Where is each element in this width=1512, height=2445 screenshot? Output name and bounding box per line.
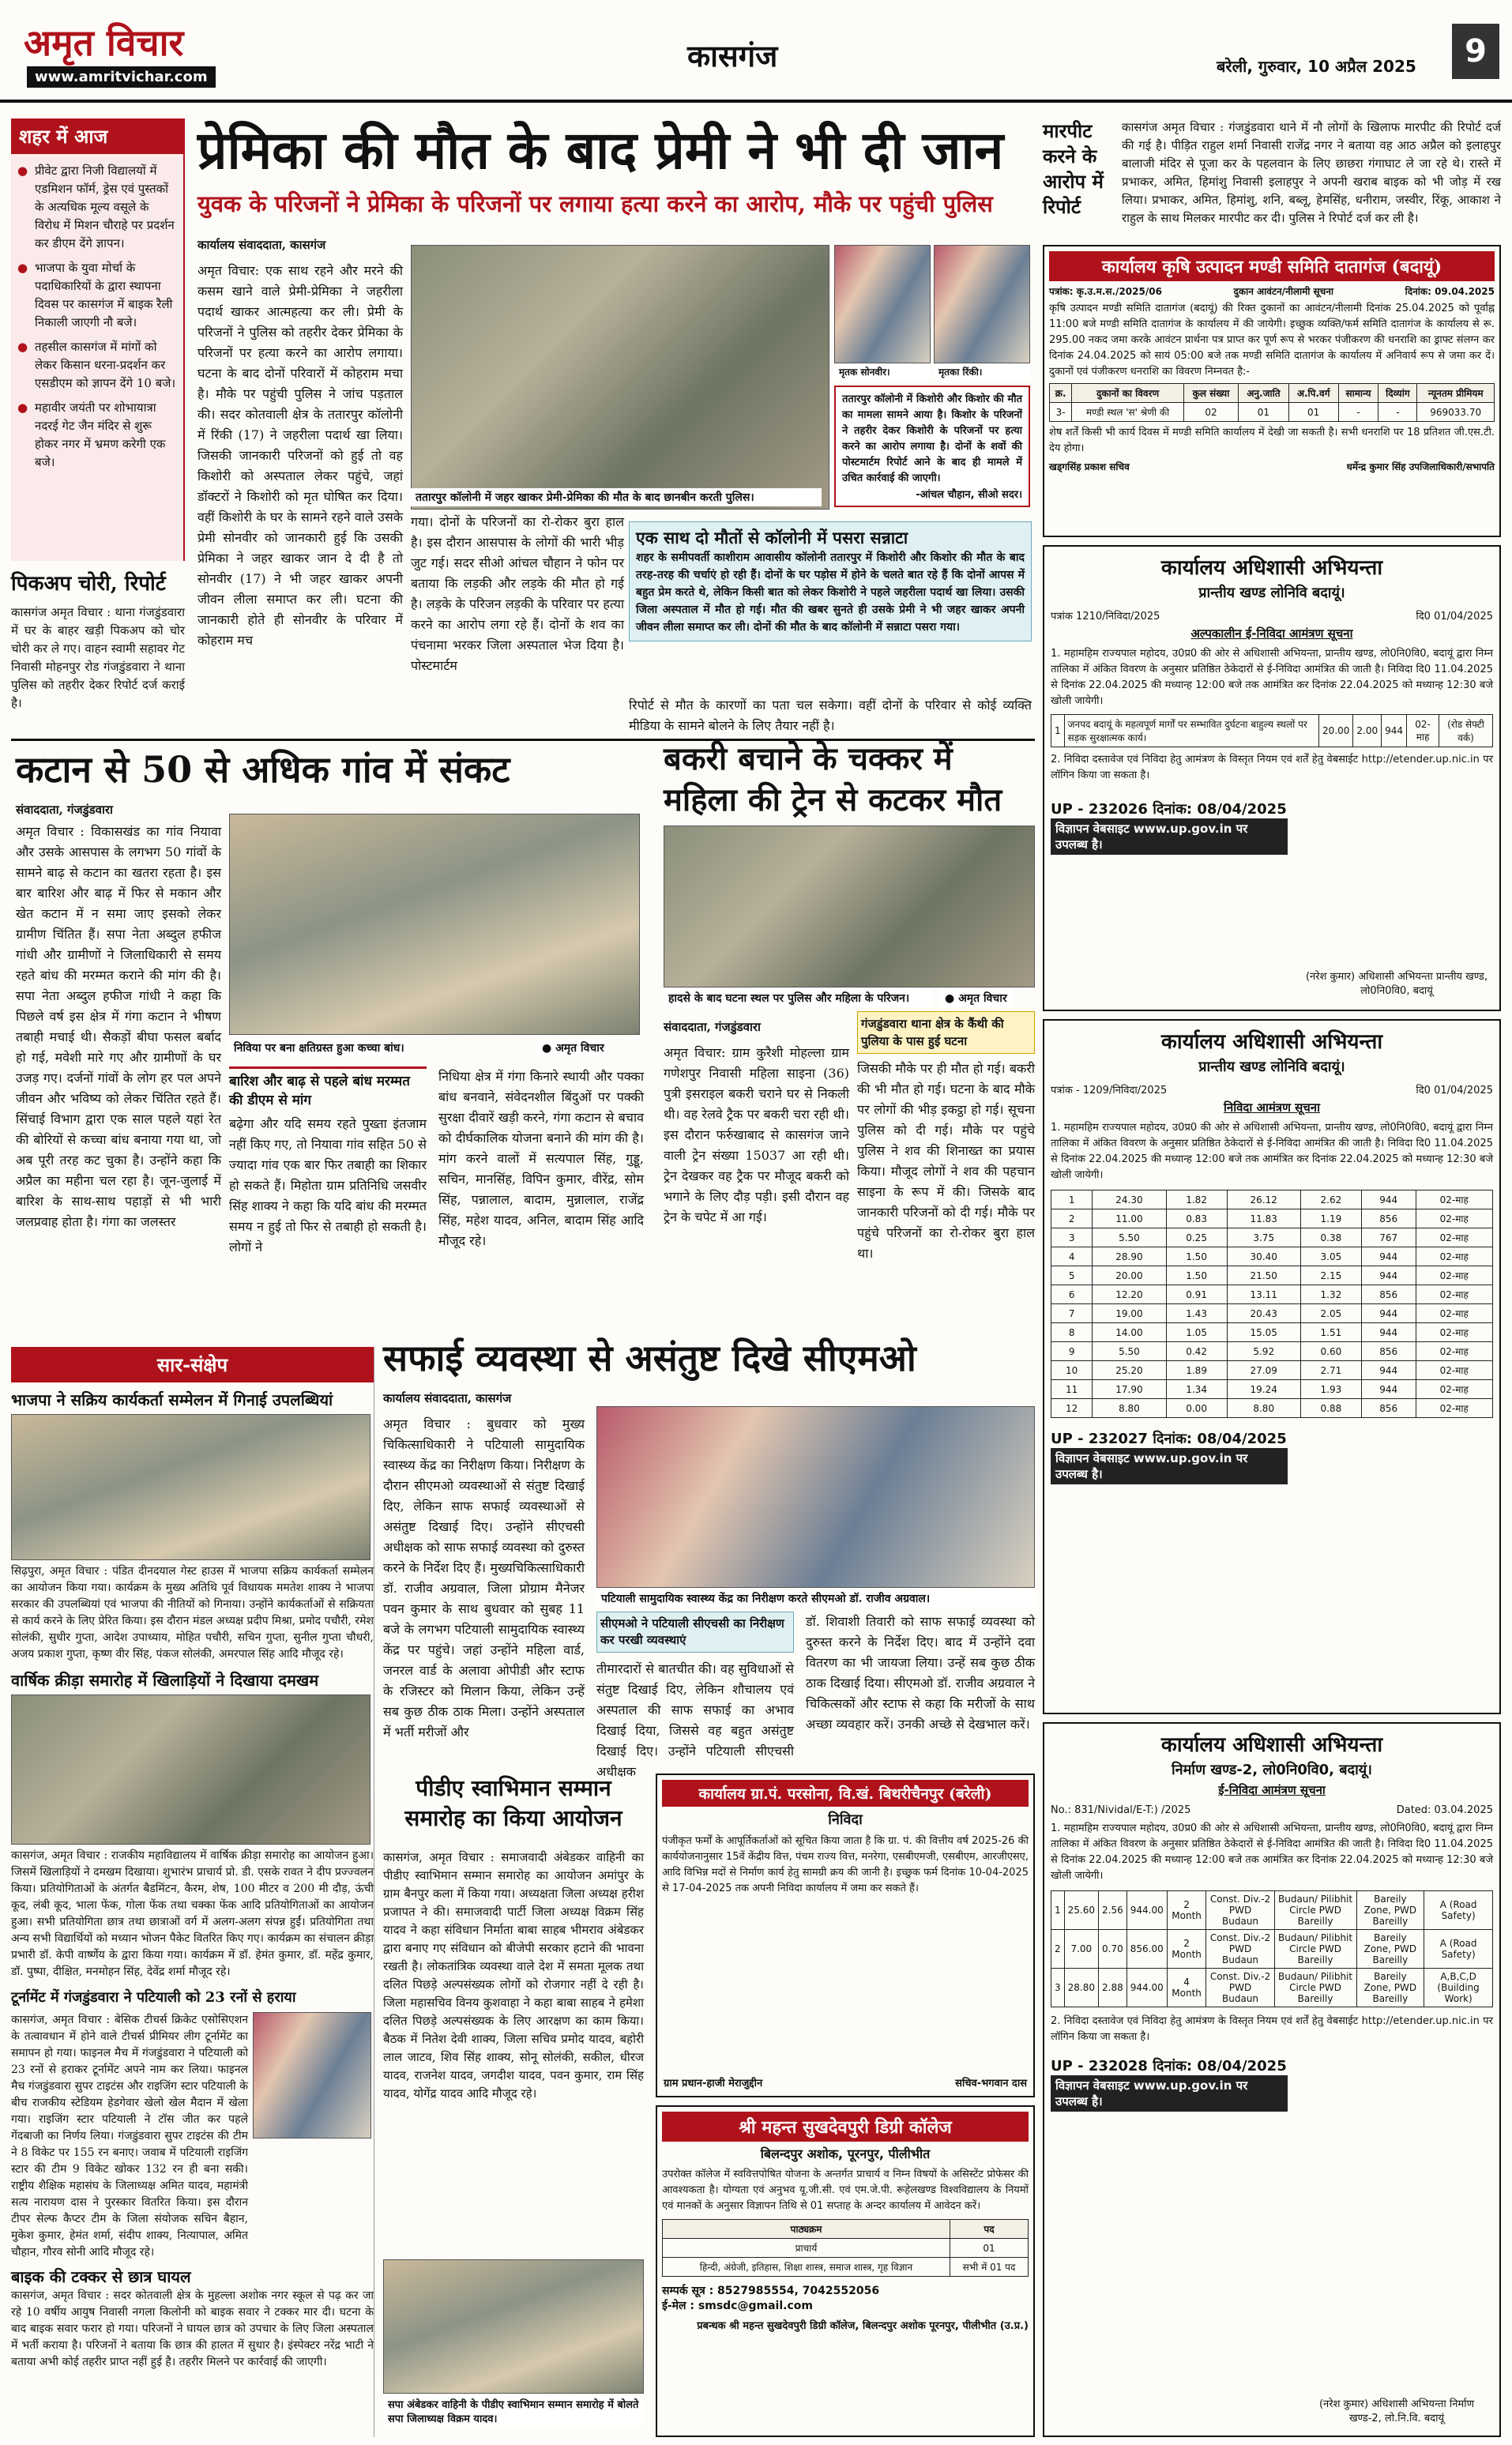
saar-b3-text: कासगंज, अमृत विचार : बेसिक टीचर्स क्रिकेट एसोसिएशन के तत्वावधान में होने वाले टीचर्स प्रीमियर लीग टूर्नामेंट का समापन हो गया। फाइनल मैच में गंजडुंडवारा ने पटियाली को 23 रनों से हराकर टूर्नामेंट अपने नाम कर लिया। फाइनल मैच गंजडुंडवारा सुपर टाइटंस और राइजिंग स्टार पटियाली के बीच राजकीय स्टेडियम हेडगेवार खेलो खेल मैदान में खेला गया। राइजिंग स्टार पटियाली ने टॉस जीत कर पहले गेंदबाजी का निर्णय लिया। गंजडुंडवारा सुपर टाइटंस की टीम ने 8 विकेट पर 155 रन बनाए। जवाब में पटियाली राइजिंग स्टार की टीम 9 विकेट खोकर 132 रन ही बना सकी। राष्ट्रीय शैक्षिक महासंघ के जिलाध्यक्ष अमित यादव, महामंत्री सत्य नारायण दास ने पुरस्कार वितरित किया। इस दौरान टीपर सेल्फ कैप्टर टीम के जिला संयोजक सचिन बैहान, मुकेश कुमार, हेमंत शर्मा, संदीप शाक्य, नित्यापाल, अमित चौहान, गौरव सोनी आदि मौजूद रहे। (11, 2014, 248, 2259)
saar-b3-title: टूर्नामेंट में गंजडुंडवारा ने पटियाली को 23 रनों से हराया (11, 1989, 296, 2006)
pickup-brief-title: पिकअप चोरी, रिपोर्ट (11, 572, 166, 596)
table-cell: 2.00 (1353, 715, 1382, 747)
colony-inset-title: एक साथ दो मौतों से कॉलोनी में पसरा सन्नाटा (636, 528, 908, 547)
table-cell: 856 (1361, 1285, 1416, 1304)
train-col-2: जिसकी मौके पर ही मौत हो गई। बकरी की भी मौत हो गई। घटना के बाद मौके पर लोगों की भीड़ इकट्ठा हो गई। सूचना पुलिस को दी गई। मौके पर पहुंचे पुलिस ने शव की शिनाख्त का प्रयास किया। मौजूद लोगों ने शव की पहचान साइना के रूप में की। जिसके बाद जानकारी परिजनों को दी गई। मौके पर पहुंचे परिजनों का रो-रोकर बुरा हाल था। (857, 1061, 1035, 1261)
table-cell: सभी में 01 पद (950, 2258, 1028, 2277)
katan-photo-caption: निविया पर बना क्षतिग्रस्त हुआ कच्चा बांध। (229, 1039, 409, 1057)
table-cell: 20.00 (1319, 715, 1353, 747)
table-cell: 02 (1183, 403, 1238, 422)
table-cell: 02-माह (1416, 1247, 1493, 1266)
table-cell: 10 (1051, 1361, 1093, 1380)
katan-byline: संवाददाता, गंजडुंडवारा (16, 803, 113, 817)
table-header: सामान्य (1338, 384, 1378, 403)
table-cell: 25.20 (1093, 1361, 1166, 1380)
table-cell: 02-माह (1416, 1191, 1493, 1209)
pda-photo (383, 2259, 644, 2394)
katan-photo (229, 814, 640, 1035)
table-row (1051, 1285, 1493, 1304)
mandi-table (1049, 383, 1495, 422)
table-cell: 3 (1051, 1228, 1093, 1247)
saar-b4-title: बाइक की टक्कर से छात्र घायल (11, 2267, 191, 2286)
table-cell: 2 Month (1167, 1891, 1206, 1930)
table-row (1051, 1323, 1493, 1342)
table-cell: 4 (1051, 1247, 1093, 1266)
table-cell: Budaun/ Pilibhit Circle PWD Bareilly (1274, 1969, 1356, 2007)
table-cell: 02-माह (1416, 1285, 1493, 1304)
table-cell: 02-माह (1407, 715, 1439, 747)
table-cell: 19.24 (1227, 1380, 1300, 1399)
saar-b4-text: कासगंज, अमृत विचार : सदर कोतवाली क्षेत्र के मुहल्ला अशोक नगर स्कूल से पढ़ कर जा रहे 10 वर्षीय आयुष निवासी नगला किलोनी को बाइक सवार ने टक्कर मार दी। घटना के बाद बाइक सवार फरार हो गया। परिजनों ने घायल छात्र को उपचार के लिए जिला अस्पताल में भर्ती कराया है। परिजनों ने बताया कि छात्र की हालत में सुधार है। इंस्पेक्टर नरेंद्र भाटी ने बताया अभी कोई तहरीर प्राप्त नहीं हुई है। तहरीर मिलने पर कार्रवाई की जाएगी। (11, 2289, 374, 2368)
quote-text: ततारपुर कॉलोनी में किशोरी और किशोर की मौत का मामला सामने आया है। किशोर के परिजनों ने तहरीर देकर किशोरी के परिजनों पर हत्या करने का आरोप लगाया है। दोनों के शवों की पोस्टमार्टम रिपोर्ट आने के बाद ही मामले में उचित कार्रवाई की जाएगी। (842, 393, 1022, 484)
gp-notice (656, 1774, 1035, 2097)
table-cell: 12.20 (1093, 1285, 1166, 1304)
table-cell: - (1378, 403, 1417, 422)
table-cell: 7.00 (1064, 1930, 1098, 1969)
katan-headline: कटान से 50 से अधिक गांव में संकट (16, 748, 510, 791)
table-cell: 02-माह (1416, 1361, 1493, 1380)
table-cell: 0.00 (1166, 1399, 1227, 1418)
safai-box (596, 1612, 794, 1653)
table-cell: 4 Month (1167, 1969, 1206, 2007)
brand-url[interactable]: www.amritvichar.com (27, 66, 216, 88)
ee1-date: दि0 01/04/2025 (1416, 611, 1493, 623)
table-cell: 2 (1051, 1930, 1065, 1969)
victim-photo-2 (934, 245, 1030, 363)
table-cell: 1.89 (1166, 1361, 1227, 1380)
ee1-footer: 2. निविदा दस्तावेज एवं निविदा हेतु आमंत्रण के विस्तृत नियम एवं शर्तें हेतु वेबसाईट http://etender.up.nic.in पर लॉगिन किया जा सकता है। (1051, 754, 1493, 781)
table-cell: 944.00 (1126, 1891, 1167, 1930)
table-cell: 3- (1050, 403, 1072, 422)
table-cell: 9 (1051, 1342, 1093, 1361)
pda-text: कासगंज, अमृत विचार : समाजवादी अंबेडकर वाहिनी का पीडीए स्वाभिमान सम्मान समारोह का आयोजन अमांपुर के ग्राम बैनपुर कला में किया गया। अध्यक्षता जिला अध्यक्ष हरीश प्रजापत ने की। समाजवादी पार्टी जिला अध्यक्ष विक्रम सिंह यादव ने कहा संविधान निर्माता बाबा साहब भीमराव अंबेडकर द्वारा बनाए गए संविधान को बीजेपी सरकार हटाने की भावना रखती है। लोकतांत्रिक व्यवस्था वाले देश में समता मूलक तथा दलित पिछड़े अल्पसंख्यक लोगों को रोजगार नहीं दे रही है। जिला महासचिव विनय कुशवाहा ने कहा बाबा साहब ने हमेशा दलित पिछड़े अल्पसंख्यक के लिए आरक्षण का काम किया। बैठक में नितेश देवी शाक्य, जिला सचिव प्रमोद यादव, बहोरी लाल जाटव, शिव सिंह शाक्य, सोनू सोलंकी, सकील, धीरज यादव, राजनेश यादव, जगदीश यादव, पवन कुमार, राम सिंह यादव, योगेंद्र यादव आदि मौजूद रहे। (383, 1850, 644, 2101)
safai-box-title: सीएमओ ने पटियाली सीएचसी का निरीक्षण कर परखी व्यवस्थाएं (600, 1616, 784, 1647)
college-signature: प्रबन्धक श्री महन्त सुखदेवपुरी डिग्री कॉलेज, बिलन्दपुर अशोक पूरनपुर, पीलीभीत (उ.प्र.) (697, 2320, 1029, 2332)
table-cell: 02-माह (1416, 1342, 1493, 1361)
victim-label-2: मृतका रिंकी। (934, 363, 1030, 380)
table-cell: A,B,C,D (Building Work) (1424, 1969, 1493, 2007)
ee1-ref: पत्रांक 1210/निविदा/2025 (1051, 611, 1160, 623)
table-cell: 8 (1051, 1323, 1093, 1342)
lead-photo (411, 245, 829, 510)
table-header: पाठ्यक्रम (663, 2220, 950, 2239)
assault-report-text: कासगंज अमृत विचार : गंजडुंडवारा थाने में नौ लोगों के खिलाफ मारपीट की रिपोर्ट दर्ज की गई है। पीड़ित राहुल शर्मा निवासी राजेंद्र नगर ने बताया वह आठ अप्रैल को इलाहपुर बालाजी मंदिर से पूजा कर के पहलवान के लिए छाछरा गंगाघाट ले जा रहे थे। रास्ते में प्रभाकर, अमित, हिमांशु निवासी इलाहपुर ने अपनी खराब बाइक को भी जोड़ में रख लिया। प्रभाकर, अमित, हिमांशु, शनि, बब्लू, हेमसिंह, धनीराम, जस्वीर, रिंकू, आकाश ने राहुल के साथ मिलकर मारपीट कर दी। पुलिस ने रिपोर्ट दर्ज कर ली है। (1122, 120, 1501, 225)
table-cell: Bareily Zone, PWD Bareilly (1356, 1891, 1424, 1930)
ee2-notice-type: निविदा आमंत्रण सूचना (1223, 1100, 1321, 1115)
table-cell: 1.32 (1300, 1285, 1361, 1304)
table-cell: 0.91 (1166, 1285, 1227, 1304)
table-cell: 2.62 (1300, 1191, 1361, 1209)
dateline: बरेली, गुरुवार, 10 अप्रैल 2025 (1217, 57, 1416, 76)
table-cell: 02-माह (1416, 1323, 1493, 1342)
table-cell: 0.25 (1166, 1228, 1227, 1247)
college-table (662, 2219, 1029, 2277)
table-cell: प्राचार्य (663, 2239, 950, 2258)
ee3-text: 1. महामहिम राज्यपाल महोदय, उ0प्र0 की ओर से अधिशासी अभियन्ता, प्रान्तीय खण्ड, लो0नि0वि0, बदायूं द्वारा निम्न तालिका में अंकित विवरण के अनुसार प्रतिष्ठित ठेकेदारों से ई-निविदा आमंत्रित की जाती है। निविदा दि0 11.04.2025 से दिनांक 22.04.2025 की मध्यान्ह 12:00 बजे तक आमंत्रित कर दिनांक 22.04.2025 को मध्यान्ह 12:30 बजे खोली जायेगी। (1051, 1822, 1493, 1882)
saar-b2-text: कासगंज, अमृत विचार : राजकीय महाविद्यालय में वार्षिक क्रीड़ा समारोह का आयोजन हुआ। जिसमें खिलाड़ियों ने दमखम दिखाया। शुभारंभ प्राचार्य प्रो. डी. एसके रावत ने दीप प्रज्ज्वलन किया। प्रतियोगिताओं के अंतर्गत बैडमिंटन, कैरम, शेष, 100 मीटर व 200 मी दौड़, ऊंची कूद, लंबी कूद, भाला फेंक, गोला फेंक तथा चक्का फेंक आदि प्रतियोगिताओं का आयोजन हुआ। सभी प्रतियोगिता छात्र तथा छात्राओं वर्ग में अलग-अलग संपन्न हुईं। प्रतियोगिता तथा अन्य सभी विद्यार्थियों को मध्यान भोजन पैकेट वितरित किए गए। कार्यक्रम का संचालन क्रीड़ा प्रभारी डॉ. केपी वार्ष्णेय के द्वारा किया गया। कार्यक्रम में डॉ. हेमंत कुमार, डॉ. महेंद्र कुमार, डॉ. पुष्पा, दीक्षित, मनमोहन सिंह, देवेंद्र शर्मा मौजूद रहे। (11, 1849, 374, 1978)
table-cell: 944 (1361, 1304, 1416, 1323)
table-cell: 2 (1051, 1209, 1093, 1228)
table-row (663, 2239, 1029, 2258)
train-highlight-text: गंजडुंडवारा थाना क्षेत्र के कैंथी की पुलिया के पास हुई घटना (861, 1017, 1004, 1048)
table-row (1051, 1380, 1493, 1399)
table-cell: 02-माह (1416, 1228, 1493, 1247)
table-cell: 856.00 (1126, 1930, 1167, 1969)
table-row (1050, 403, 1495, 422)
mandi-sign-left: खड्गसिंह प्रकाश सचिव (1049, 461, 1130, 472)
college-email[interactable]: ई-मेल : smsdc@gmail.com (662, 2300, 813, 2312)
table-cell: 7 (1051, 1304, 1093, 1323)
table-cell: 19.00 (1093, 1304, 1166, 1323)
mandi-sign-right: धर्मेन्द्र कुमार सिंह उपजिलाधिकारी/सभापति (1346, 461, 1495, 472)
table-cell: 856 (1361, 1399, 1416, 1418)
table-cell: 856 (1361, 1209, 1416, 1228)
table-cell: जनपद बदायूं के महत्वपूर्ण मार्गों पर सम्भावित दुर्घटना बाहुल्य स्थलों पर सड़क सुरक्षात्मक कार्य। (1064, 715, 1318, 747)
ee1-notice (1043, 545, 1501, 1011)
katan-box (229, 1066, 427, 1110)
train-headline: बकरी बचाने के चक्कर में महिला की ट्रेन से कटकर मौत (664, 740, 1002, 818)
gp-subtitle: निविदा (828, 1811, 863, 1828)
table-cell: 944 (1361, 1361, 1416, 1380)
ee2-text: 1. महामहिम राज्यपाल महोदय, उ0प्र0 की ओर से अधिशासी अभियन्ता, प्रान्तीय खण्ड, लो0नि0वि0, बदायूं द्वारा निम्न तालिका में अंकित विवरण के अनुसार प्रतिष्ठित ठेकेदारों से ई-निविदा आमंत्रित की जाती है। निविदा दि0 11.04.2025 से दिनांक 22.04.2025 की मध्यान्ह 12:00 बजे तक आमंत्रित कर दिनांक 22.04.2025 को मध्यान्ह 12:30 बजे खोली जायेगी। (1051, 1122, 1493, 1181)
table-row (1051, 1399, 1493, 1418)
table-cell: Bareily Zone, PWD Bareilly (1356, 1930, 1424, 1969)
list-item: ● तहसील कासगंज में मांगों को लेकर किसान धरना-प्रदर्शन कर एसडीएम को ज्ञापन देंगे 10 बजे। (17, 338, 177, 393)
pda-photo-caption: सपा अंबेडकर वाहिनी के पीडीए स्वाभिमान सम्मान समारोह में बोलते सपा जिलाध्यक्ष विक्रम यादव। (383, 2395, 644, 2427)
safai-headline: सफाई व्यवस्था से असंतुष्ट दिखे सीएमओ (383, 1337, 916, 1379)
table-row (663, 2258, 1029, 2277)
katan-col-1: अमृत विचार : विकासखंड का गांव नियावा और उसके आसपास के लगभग 50 गांवों के सामने बाढ़ से कटान का खतरा रहता है। इस बार बारिश और बाढ़ में फिर से मकान और खेत कटान में न समा जाए इसको लेकर ग्रामीण चिंतित हैं। सपा नेता अब्दुल हफीज गांधी और ग्रामीणों ने जिलाधिकारी से समय रहते बांध की मरम्मत कराने की मांग की है। सपा नेता अब्दुल हफीज गांधी ने कहा कि पिछले वर्ष इस क्षेत्र में गंगा कटान ने भीषण तबाही मचाई थी। सैकड़ों बीघा फसल बर्बाद हो गई, मवेशी मारे गए और ग्रामीणों के घर उजड़ गए। दर्जनों गांवों के लोग हर पल अपने जीवन और भविष्य को लेकर चिंतित रहते हैं। सिंचाई विभाग द्वारा एक साल पहले यहां रेत की बोरियों से कच्चा बांध बनाया गया था, जो अब पूरी तरह कट चुका है। उन्होंने कहा कि अप्रैल का महीना चल रहा है। जून-जुलाई में बारिश के साथ-साथ पहाड़ों से भी भारी जलप्रवाह होता है। गंगा का जलस्तर (16, 824, 221, 1229)
mandi-date: दिनांक: 09.04.2025 (1405, 286, 1495, 297)
train-photo-credit: ● अमृत विचार (940, 989, 1012, 1007)
saar-column (11, 1347, 374, 2437)
assault-report-title: मारपीट करने के आरोप में रिपोर्ट (1043, 119, 1104, 218)
table-cell: Const. Div.-2 PWD Budaun (1206, 1930, 1274, 1969)
ee2-title: कार्यालय अधिशासी अभियन्ता (1160, 1030, 1383, 1054)
katan-box-title: बारिश और बाढ़ से पहले बांध मरम्मत की डीएम से मांग (229, 1074, 410, 1108)
table-cell: 944 (1361, 1247, 1416, 1266)
victim-photo-1 (834, 245, 931, 363)
table-header: अनु.जाति (1239, 384, 1289, 403)
mandi-ref: पत्रांक: कृ.उ.म.स./2025/06 (1049, 286, 1162, 297)
table-cell: Budaun/ Pilibhit Circle PWD Bareilly (1274, 1891, 1356, 1930)
ee3-footer: 2. निविदा दस्तावेज एवं निविदा हेतु आमंत्रण के विस्तृत नियम एवं शर्तें हेतु वेबसाईट http://etender.up.nic.in पर लॉगिन किया जा सकता है। (1051, 2015, 1493, 2043)
table-cell: 944 (1361, 1266, 1416, 1285)
table-cell: 21.50 (1227, 1266, 1300, 1285)
mandi-subtitle: दुकान आवंटन/नीलामी सूचना (1233, 286, 1334, 297)
table-cell: 02-माह (1416, 1304, 1493, 1323)
table-cell: 13.11 (1227, 1285, 1300, 1304)
table-row (1051, 1891, 1493, 1930)
table-cell: 01 (950, 2239, 1028, 2258)
train-col-1: अमृत विचार: ग्राम कुरैशी मोहल्ला ग्राम गणेशपुर निवासी महिला साइना (36) पुत्री इसराइल बकरी चराने घर से निकली थी। वह रेलवे ट्रैक पर बकरी चरा रही थी। इस दौरान फर्रुखाबाद से कासगंज जाने वाली ट्रेन संख्या 15037 आ रही थी। ट्रेन देखकर वह ट्रैक पर मौजूद बकरी को भगाने के लिए दौड़ पड़ी। इसी दौरान वह ट्रेन के चपेट में आ गई। (664, 1045, 849, 1224)
table-cell: 0.83 (1166, 1209, 1227, 1228)
table-row (1051, 1266, 1493, 1285)
table-header: न्यूनतम प्रीमियम (1417, 384, 1495, 403)
table-cell: 0.42 (1166, 1342, 1227, 1361)
train-photo-caption: हादसे के बाद घटना स्थल पर पुलिस और महिला के परिजन। (664, 989, 932, 1007)
list-item: ● प्रीवेट द्वारा निजी विद्यालयों में एडमिशन फॉर्म, ड्रेस एवं पुस्तकों के अत्यधिक मूल्य वसूले के विरोध में मिशन चौराहे पर प्रदर्शन कर डीएम देंगे ज्ञापन। (17, 162, 177, 253)
table-row (1051, 1361, 1493, 1380)
table-cell: 0.88 (1300, 1399, 1361, 1418)
table-cell: 944 (1361, 1380, 1416, 1399)
table-cell: 30.40 (1227, 1247, 1300, 1266)
table-cell: 8.80 (1093, 1399, 1166, 1418)
ee2-date: दि0 01/04/2025 (1416, 1085, 1493, 1096)
pickup-brief (11, 569, 185, 713)
table-cell: 1.50 (1166, 1266, 1227, 1285)
brand-logo: अमृत विचार (24, 21, 184, 64)
lead-subhead: युवक के परिजनों ने प्रेमिका के परिजनों पर लगाया हत्या करने का आरोप, मौके पर पहुंची पुलिस (197, 190, 993, 217)
mandi-title: कार्यालय कृषि उत्पादन मण्डी समिति दातागंज (बदायूं) (1049, 251, 1495, 281)
table-cell: 14.00 (1093, 1323, 1166, 1342)
ee3-ref: No.: 831/Nividal/E-T:) /2025 (1051, 1804, 1191, 1816)
table-cell: 6 (1051, 1285, 1093, 1304)
table-row (1051, 1191, 1493, 1209)
table-cell: 5 (1051, 1266, 1093, 1285)
ee2-up-number: UP - 232027 दिनांक: 08/04/2025 (1051, 1431, 1287, 1447)
table-header: पद (950, 2220, 1028, 2239)
page-number: 9 (1452, 24, 1499, 79)
college-subtitle: बिलन्दपुर अशोक, पूरनपुर, पीलीभीत (760, 2146, 931, 2161)
table-cell: 1.34 (1166, 1380, 1227, 1399)
lead-photo-caption: ततारपुर कॉलोनी में जहर खाकर प्रेमी-प्रेमिका की मौत के बाद छानबीन करती पुलिस। (411, 488, 822, 506)
section-name: कासगंज (687, 38, 778, 73)
table-cell: 1.43 (1166, 1304, 1227, 1323)
table-cell: 28.90 (1093, 1247, 1166, 1266)
table-cell: 02-माह (1416, 1399, 1493, 1418)
katan-col-3: निधिया क्षेत्र में गंगा किनारे स्थायी और पक्का बांध बनवाने, संवेदनशील बिंदुओं पर पक्की सुरक्षा दीवारें खड़ी करने, गंगा कटान से बचाव को दीर्घकालिक योजना बनाने की मांग की है। मांग करने वालों में सत्यपाल सिंह, गुड्डू, सचिन, मानसिंह, विपिन कुमार, वीरेंद्र, सोम सिंह, पन्नालाल, बादाम, मुन्नालाल, राजेंद्र सिंह, महेश यादव, अनिल, बादाम सिंह आदि मौजूद रहे। (438, 1069, 644, 1248)
saar-b3-photo (253, 2012, 371, 2138)
ee1-up-number: UP - 232026 दिनांक: 08/04/2025 (1051, 801, 1287, 818)
table-cell: 3.05 (1300, 1247, 1361, 1266)
mandi-text: कृषि उत्पादन मण्डी समिति दातागंज (बदायूं) की रिक्त दुकानों का आवंटन/नीलामी दिनांक 25.04.2025 को पूर्वाह्न 11:00 बजे मण्डी समिति दातागंज के कार्यालय में की जायेगी। इच्छुक व्यक्ति/फर्म समिति दातागंज के कार्यालय से रू. 295.00 नकद जमा करके आवंटन प्रार्थना पत्र प्राप्त कर पूर्ण रूप से भरकर पंजीकरण की धनराशि का ड्राफ्ट संलग्न कर दिनांक 24.04.2025 को सायं 05:00 बजे तक मण्डी समिति दातागंज के कार्यालय में अनिवार्य रूप से जमा कर दें। दुकानों एवं पंजीकरण धनराशि का विवरण निम्नवत है:- (1049, 303, 1495, 378)
saar-b1-title: भाजपा ने सक्रिय कार्यकर्ता सम्मेलन में गिनाई उपलब्धियां (11, 1390, 333, 1409)
ee3-subtitle: निर्माण खण्ड-2, लो0नि0वि0, बदायूं। (1172, 1762, 1372, 1778)
victim-label-1: मृतक सोनवीर। (834, 363, 931, 380)
table-cell: 5.92 (1227, 1342, 1300, 1361)
colony-inset-text: शहर के समीपवर्ती काशीराम आवासीय कॉलोनी ततारपुर में किशोरी और किशोर की मौत के बाद तरह-तरह की चर्चाएं हो रही हैं। दोनों के घर पड़ोस में होने के चलते बात रहे हैं कि दोनों आपस में बहुत प्रेम करते थे, लेकिन किसी बात को लेकर किशोरी ने पहले जहरीला पदार्थ खा लिया। उसकी जिला अस्पताल में मौत हो गई। मौत की खबर सुनते ही उसके प्रेमी ने भी जहर खाकर अपनी जीवन लीला समाप्त कर ली। दोनों की मौत के बाद कॉलोनी में सन्नाटा पसरा गया। (636, 551, 1025, 634)
gp-title: कार्यालय ग्रा.पं. परसोना, वि.खं. बिथरीचैनपुर (बरेली) (662, 1780, 1029, 1807)
pda-headline: पीडीए स्वाभिमान सम्मान समारोह का किया आयोजन (404, 1775, 622, 1831)
table-cell: 01 (1239, 403, 1289, 422)
table-cell: 3.75 (1227, 1228, 1300, 1247)
ee1-text: 1. महामहिम राज्यपाल महोदय, उ0प्र0 की ओर से अधिशासी अभियन्ता, प्रान्तीय खण्ड, लो0नि0वि0, बदायूं द्वारा निम्न तालिका में अंकित विवरण के अनुसार प्रतिष्ठित ठेकेदारों से ई-निविदा आमंत्रित की जाती है। निविदा दि0 11.04.2025 से दिनांक 22.04.2025 की मध्यान्ह 12:00 बजे तक आमंत्रित कर दिनांक 22.04.2025 को मध्यान्ह 12:30 बजे खोली जायेगी। (1051, 648, 1493, 707)
list-item: ● भाजपा के युवा मोर्चा के पदाधिकारियों के द्वारा स्थापना दिवस पर कासगंज में बाइक रैली निकाली जाएगी नौ बजे। (17, 259, 177, 332)
ee1-website: विज्ञापन वेबसाइट www.up.gov.in पर उपलब्ध है। (1051, 818, 1288, 855)
mandi-notice (1043, 245, 1501, 537)
ee2-ref: पत्रांक - 1209/निविदा/2025 (1051, 1085, 1168, 1096)
table-cell: 944 (1382, 715, 1407, 747)
table-cell: 3 (1051, 1969, 1065, 2007)
lead-tail: रिपोर्ट से मौत के कारणों का पता चल सकेगा। वहीं दोनों के परिवार से कोई व्यक्ति मीडिया के सामने बोलने के लिए तैयार नहीं है। (629, 698, 1032, 733)
ee1-subtitle: प्रान्तीय खण्ड लोनिवि बदायूं। (1198, 585, 1345, 601)
lead-col-1: अमृत विचार: एक साथ रहने और मरने की कसम खाने वाले प्रेमी-प्रेमिका ने जहरीला पदार्थ खाकर आत्महत्या कर ली। प्रेमी के परिजनों ने पुलिस को तहरीर देकर प्रेमिका के परिजनों पर हत्या करने का आरोप लगाया। घटना के बाद दोनों परिवारों में कोहराम मचा है। मौके पर पहुंची पुलिस ने जांच पड़ताल की। सदर कोतवाली क्षेत्र के ततारपुर कॉलोनी में रिंकी (17) ने जहरीला पदार्थ खा लिया। जिसकी जानकारी परिजनों को हुई तो वह किशोरी को अस्पताल लेकर पहुंचे, जहां डॉक्टरों ने किशोरी को मृत घोषित कर दिया। वहीं किशोरी के घर के सामने रहने वाले उसके प्रेमी सोनवीर को जानकारी हुई कि उसकी प्रेमिका ने जहर खाकर जान दे दी है तो सोनवीर (17) ने भी जहर खाकर अपनी जीवन लीला समाप्त कर ली। घटना की जानकारी होते ही सोनवीर के परिवार में कोहराम मच (197, 263, 403, 648)
table-row (1051, 1342, 1493, 1361)
ee3-up-number: UP - 232028 दिनांक: 08/04/2025 (1051, 2058, 1287, 2074)
table-cell: 0.70 (1099, 1930, 1127, 1969)
gp-sign-right: सचिव-भगवान दास (955, 2078, 1027, 2090)
ee3-notice (1043, 1722, 1501, 2437)
table-row (1051, 1228, 1493, 1247)
ee1-table (1051, 714, 1493, 747)
table-cell: A (Road Safety) (1424, 1891, 1493, 1930)
table-cell: 5.50 (1093, 1228, 1166, 1247)
table-cell: 0.60 (1300, 1342, 1361, 1361)
table-cell: 944.00 (1126, 1969, 1167, 2007)
gp-text: पंजीकृत फर्मों के आपूर्तिकर्ताओं को सूचित किया जाता है कि ग्रा. पं. की वित्तीय वर्ष 2025-26 की कार्ययोजनानुसार 15वें केंद्रीय वित्त, पंचम राज्य वित्त, मनरेगा, एसबीएमजी, एसबीएम, आरजीएसए, आदि विभिन्न मदों से निर्माण कार्य हेतु सामग्री क्रय की जानी है। इच्छुक फर्म दिनांक 10-04-2025 से 17-04-2025 तक अपनी निविदा कार्यालय में जमा कर सकते हैं। (662, 1835, 1029, 1894)
table-cell: 11.83 (1227, 1209, 1300, 1228)
table-cell: 2.15 (1300, 1266, 1361, 1285)
table-cell: 1 (1051, 1191, 1093, 1209)
table-cell: 1 (1051, 1891, 1065, 1930)
table-cell: 17.90 (1093, 1380, 1166, 1399)
pickup-brief-text: कासगंज अमृत विचार : थाना गंजडुंडवारा में घर के बाहर खड़ी पिकअप को चोर चोरी कर ले गए। वाहन स्वामी सहावर गेट निवासी मोहनपुर रोड गंजडुंडवारा ने थाना पुलिस को तहरीर देकर रिपोर्ट दर्ज कराई है। (11, 605, 185, 710)
city-today-box (11, 118, 185, 561)
table-row (1051, 1930, 1493, 1969)
katan-photo-credit: ● अमृत विचार (537, 1039, 609, 1057)
lead-headline: प्रेमिका की मौत के बाद प्रेमी ने भी दी जान (197, 119, 1004, 181)
table-cell: 8.80 (1227, 1399, 1300, 1418)
table-cell: 20.43 (1227, 1304, 1300, 1323)
table-cell: 28.80 (1064, 1969, 1098, 2007)
table-cell: 20.00 (1093, 1266, 1166, 1285)
table-cell: 856 (1361, 1342, 1416, 1361)
city-today-title: शहर में आज (11, 118, 183, 154)
table-header: अ.पि.वर्ग (1288, 384, 1338, 403)
saar-b1-photo (11, 1414, 370, 1560)
table-cell: 11 (1051, 1380, 1093, 1399)
table-cell: 1.05 (1166, 1323, 1227, 1342)
safai-col-2: तीमारदारों से बातचीत की। वह सुविधाओं से संतुष्ट दिखाई दिए, लेकिन शौचालय एवं अस्पताल की साफ सफाई का अभाव दिखाई दिया, जिससे वह बहुत असंतुष्ट दिखाई दिए। उन्होंने पटियाली सीएचसी अधीक्षक (596, 1661, 794, 1779)
college-contact: सम्पर्क सूत्र : 8527985554, 7042552056 (662, 2285, 880, 2297)
college-notice (656, 2105, 1035, 2437)
saar-b2-photo (11, 1695, 370, 1845)
table-row (1051, 715, 1493, 747)
table-cell: 2 Month (1167, 1930, 1206, 1969)
table-cell: 1.93 (1300, 1380, 1361, 1399)
table-cell: 02-माह (1416, 1209, 1493, 1228)
train-photo (664, 826, 1035, 987)
table-cell: मण्डी स्थल 'स' श्रेणी की (1072, 403, 1184, 422)
ee3-title: कार्यालय अधिशासी अभियन्ता (1160, 1733, 1383, 1757)
table-row (1051, 1209, 1493, 1228)
train-byline: संवाददाता, गंजडुंडवारा (664, 1020, 761, 1034)
table-cell: 25.60 (1064, 1891, 1098, 1930)
table-cell: 2.05 (1300, 1304, 1361, 1323)
ee1-title: कार्यालय अधिशासी अभियन्ता (1160, 556, 1383, 580)
table-cell: हिन्दी, अंग्रेजी, इतिहास, शिक्षा शास्त्र, समाज शास्त्र, गृह विज्ञान (663, 2258, 950, 2277)
table-row (1051, 1304, 1493, 1323)
quote-box (834, 386, 1030, 507)
table-cell: 0.38 (1300, 1228, 1361, 1247)
table-cell: 2.71 (1300, 1361, 1361, 1380)
table-cell: Budaun/ Pilibhit Circle PWD Bareilly (1274, 1930, 1356, 1969)
lead-col-2: गया। दोनों के परिजनों का रो-रोकर बुरा हाल है। इस दौरान आसपास के लोगों की भारी भीड़ जुट गई। सदर सीओ आंचल चौहान ने फोन पर बताया कि लड़की और लड़के की मौत हो गई है। लड़के के परिजन लड़की के परिवार पर हत्या करने का आरोप लगा रहे हैं। दोनों के शव का पंचनामा भरकर जिला अस्पताल भेज दिया है। पोस्टमार्टम (411, 514, 624, 673)
table-header: दिव्यांग (1378, 384, 1417, 403)
college-text: उपरोक्त कॉलेज में स्ववित्तपोषित योजना के अन्तर्गत प्राचार्य व निम्न विषयों के असिस्टेंट प्रोफेसर की आवश्यकता है। योग्यता एवं अनुभव यू.जी.सी. एवं एम.जे.पी. रूहेलखण्ड विश्वविद्यालय के नियमों एवं मानकों के अनुसार विज्ञापन तिथि से 01 सप्ताह के अन्दर कार्यालय में आवेदन करें। (662, 2169, 1029, 2212)
table-cell: 01 (1288, 403, 1338, 422)
table-cell: 11.00 (1093, 1209, 1166, 1228)
table-cell: 1.19 (1300, 1209, 1361, 1228)
table-cell: 969033.70 (1417, 403, 1495, 422)
table-header: क्र. (1050, 384, 1072, 403)
table-cell: 15.05 (1227, 1323, 1300, 1342)
katan-col-2: बढ़ेगा और यदि समय रहते पुख्ता इंतजाम नहीं किए गए, तो नियावा गांव सहित 50 से ज्यादा गांव एक बार फिर तबाही का शिकार हो सकते हैं। मिहोता ग्राम प्रतिनिधि जसवीर सिंह शाक्य ने कहा कि यदि बांध की मरम्मत समय न हुई तो फिर से तबाही हो सकती है। लोगों ने (229, 1116, 427, 1254)
table-cell: Const. Div.-2 PWD Budaun (1206, 1969, 1274, 2007)
ee2-website: विज्ञापन वेबसाइट www.up.gov.in पर उपलब्ध है। (1051, 1448, 1288, 1484)
safai-col-3: डॉ. शिवाशी तिवारी को साफ सफाई व्यवस्था को दुरुस्त करने के निर्देश दिए। बाद में उन्होंने दवा वितरण का भी जायजा लिया। उन्हें सब कुछ ठीक ठाक दिखाई दिया। सीएमओ डॉ. राजीव अग्रवाल ने चिकित्सकों और स्टाफ से कहा कि मरीजों के साथ अच्छा व्यवहार करें। उनकी अच्छे से देखभाल करें। (806, 1614, 1035, 1732)
saar-title: सार-संक्षेप (11, 1347, 374, 1382)
table-cell: - (1338, 403, 1378, 422)
table-cell: 24.30 (1093, 1191, 1166, 1209)
table-row (1051, 1247, 1493, 1266)
safai-byline: कार्यालय संवाददाता, कासगंज (383, 1391, 512, 1405)
table-header: दुकानों का विवरण (1072, 384, 1184, 403)
safai-col-1: अमृत विचार : बुधवार को मुख्य चिकित्साधिकारी ने पटियाली सामुदायिक स्वास्थ्य केंद्र का निरीक्षण किया। निरीक्षण के दौरान सीएमओ व्यवस्थाओं से संतुष्ट दिखाई दिए, लेकिन साफ सफाई व्यवस्थाओं से असंतुष्ट दिखाई दिए। उन्होंने सीएचसी अधीक्षक को साफ सफाई व्यवस्था को दुरुस्त करने के निर्देश दिए हैं। मुख्यचिकित्साधिकारी डॉ. राजीव अग्रवाल, जिला प्रोग्राम मैनेजर पवन कुमार के साथ बुधवार को सुबह 11 बजे के लगभग पटियाली सामुदायिक स्वास्थ्य केंद्र पर पहुंचे। जहां उन्होंने महिला वार्ड, जनरल वार्ड के अलावा ओपीडी और स्टाफ के रजिस्टर को मिलान किया, लेकिन उन्हें सब कुछ ठीक ठाक मिला। उन्होंने अस्पताल में भर्ती मरीजों और (383, 1416, 585, 1740)
safai-photo (596, 1406, 1035, 1588)
city-today-list (11, 154, 183, 486)
list-item: ● महावीर जयंती पर शोभायात्रा नदरई गेट जैन मंदिर से शुरू होकर नगर में भ्रमण करेगी एक बजे। (17, 399, 177, 472)
table-cell: Bareily Zone, PWD Bareilly (1356, 1969, 1424, 2007)
ee2-table (1051, 1190, 1493, 1418)
table-cell: 27.09 (1227, 1361, 1300, 1380)
safai-photo-caption: पटियाली सामुदायिक स्वास्थ्य केंद्र का निरीक्षण करते सीएमओ डॉ. राजीव अग्रवाल। (596, 1589, 1035, 1608)
table-cell: 767 (1361, 1228, 1416, 1247)
colony-inset (629, 521, 1032, 641)
table-cell: 02-माह (1416, 1380, 1493, 1399)
ee1-notice-type: अल्पकालीन ई-निविदा आमंत्रण सूचना (1190, 626, 1353, 641)
quote-attribution: -आंचल चौहान, सीओ सदर। (916, 489, 1022, 501)
table-cell: (रोड सेफ्टी वर्क) (1439, 715, 1493, 747)
table-cell: 1.51 (1300, 1323, 1361, 1342)
ee3-table (1051, 1890, 1493, 2007)
mandi-footer: शेष शर्तें किसी भी कार्य दिवस में मण्डी समिति कार्यालय में देखी जा सकती है। सभी धनराशि पर 18 प्रतिशत जी.एस.टी. देय होगा। (1049, 427, 1495, 454)
table-cell: A (Road Safety) (1424, 1930, 1493, 1969)
table-cell: 2.56 (1099, 1891, 1127, 1930)
saar-b2-title: वार्षिक क्रीड़ा समारोह में खिलाड़ियों ने दिखाया दमखम (11, 1671, 319, 1690)
table-cell: Const. Div.-2 PWD Budaun (1206, 1891, 1274, 1930)
ee2-subtitle: प्रान्तीय खण्ड लोनिवि बदायूं। (1198, 1059, 1345, 1075)
masthead (0, 0, 1512, 103)
ee3-signature: (नरेश कुमार) अधिशासी अभियन्ता निर्माण खण्ड-2, लो.नि.वि. बदायूं (1318, 2398, 1475, 2424)
table-row (1051, 1969, 1493, 2007)
ee2-notice (1043, 1019, 1501, 1714)
table-cell: 944 (1361, 1191, 1416, 1209)
lead-byline: कार्यालय संवाददाता, कासगंज (197, 238, 326, 252)
ee3-date: Dated: 03.04.2025 (1396, 1804, 1493, 1816)
table-cell: 26.12 (1227, 1191, 1300, 1209)
ee3-notice-type: ई-निविदा आमंत्रण सूचना (1218, 1783, 1326, 1797)
train-highlight (857, 1011, 1035, 1054)
table-cell: 02-माह (1416, 1266, 1493, 1285)
gp-sign-left: ग्राम प्रधान-हाजी मेराजुद्दीन (664, 2078, 763, 2090)
ee1-signature: (नरेश कुमार) अधिशासी अभियन्ता प्रान्तीय खण्ड, लो0नि0वि0, बदायूं (1305, 971, 1488, 997)
table-cell: 12 (1051, 1399, 1093, 1418)
table-cell: 1.82 (1166, 1191, 1227, 1209)
table-cell: 1.50 (1166, 1247, 1227, 1266)
table-cell: 5.50 (1093, 1342, 1166, 1361)
table-cell: 944 (1361, 1323, 1416, 1342)
table-cell: 2.88 (1099, 1969, 1127, 2007)
table-cell: 1 (1051, 715, 1065, 747)
ee3-website: विज्ञापन वेबसाइट www.up.gov.in पर उपलब्ध है। (1051, 2075, 1288, 2112)
saar-b1-text: सिढ़पुरा, अमृत विचार : पंडित दीनदयाल गेस्ट हाउस में भाजपा सक्रिय कार्यकर्ता सम्मेलन का आयोजन किया गया। कार्यक्रम के मुख्य अतिथि पूर्व विधायक ममतेश शाक्य ने भाजपा सरकार की उपलब्धियां एवं भाजपा की नीतियों को गिनाया। उन्होंने कार्यकर्ताओं से सक्रियता से कार्य करने के लिए प्रेरित किया। इस दौरान मंडल अध्यक्ष प्रदीप मिश्रा, प्रमोद पचौरी, रमेश सोलंकी, सुधीर गुप्ता, आदेश उपाध्याय, मोहित पचौरी, सचिन गुप्ता, सुनील गुप्ता चौधरी, अजय प्रकाश गुप्ता, कृष्ण वीर सिंह, पंकज सोलंकी, अमरपाल सिंह आदि मौजूद रहे। (11, 1565, 374, 1661)
table-header: कुल संख्या (1183, 384, 1238, 403)
college-title: श्री महन्त सुखदेवपुरी डिग्री कॉलेज (662, 2112, 1029, 2142)
